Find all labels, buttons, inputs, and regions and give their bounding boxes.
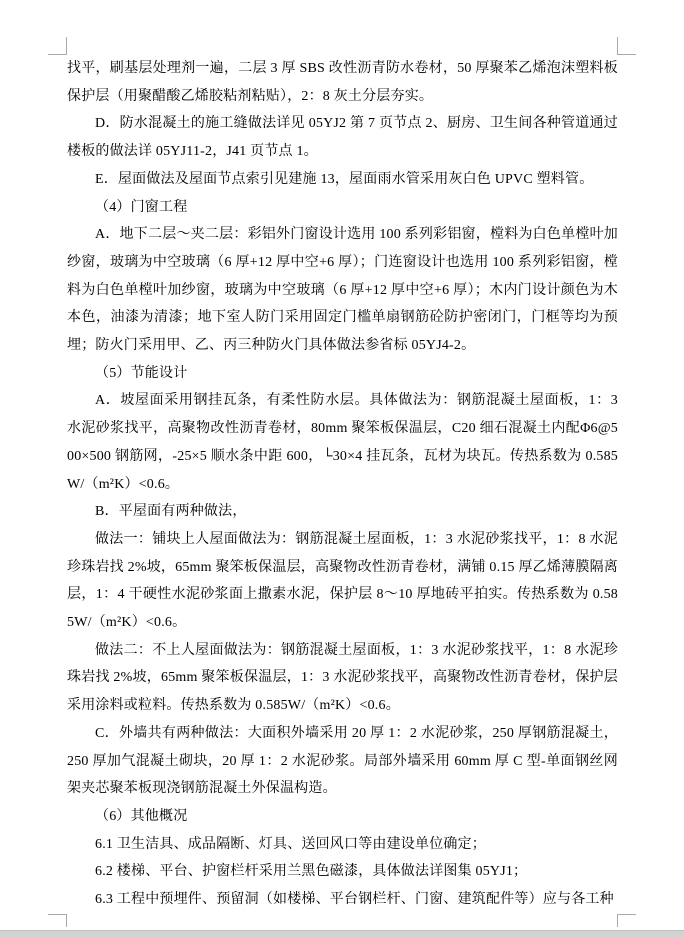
paragraph-item-c-exterior-wall: C．外墙共有两种做法：大面积外墙采用 20 厚 1：2 水泥砂浆，250 厚钢筋混凝土，250 厚加气混凝土砌块，20 厚 1：2 水泥砂浆。局部外墙采用 60mm 厚 C 型-单面钢丝网架夹芯聚苯板现浇钢筋混凝土外保温构造。 [67, 725, 618, 797]
heading-section-5-energy-saving: （5）节能设计 [95, 365, 188, 381]
margin-crop-mark-top-right [617, 37, 636, 55]
paragraph-item-a-sloped-roof: A．坡屋面采用钢挂瓦条，有柔性防水层。具体做法为：钢筋混凝土屋面板，1：3 水泥砂浆找平，高聚物改性沥青卷材，80mm 聚笨板保温层，C20 细石混凝土内配Φ6@500×500 钢筋网，-25×5 顺水条中距 600，└30×4 挂瓦条，瓦材为块瓦。传热系数为 0.585W/（m²K）<0.6。 [67, 393, 618, 492]
margin-crop-mark-bottom-right [617, 914, 636, 927]
margin-crop-mark-bottom-left [48, 914, 67, 927]
heading-section-4-doors-windows: （4）门窗工程 [95, 199, 188, 215]
margin-crop-mark-top-left [48, 37, 67, 55]
paragraph-item-a-doors-windows: A．地下二层～夹二层：彩铝外门窗设计选用 100 系列彩铝窗，樘料为白色单樘叶加纱窗，玻璃为中空玻璃（6 厚+12 厚中空+6 厚）；门连窗设计也选用 100 系列彩铝窗，樘料为白色单樘叶加纱窗，玻璃为中空玻璃（6 厚+12 厚中空+6 厚）；木内门设计颜色为木本色，油漆为清漆；地下室人防门采用固定门槛单扇钢筋砼防护密闭门，门框等均为预埋；防火门采用甲、乙、丙三种防火门具体做法参省标 05YJ4-2。 [67, 227, 618, 354]
paragraph-item-b-flat-roof: B．平屋面有两种做法， [95, 504, 247, 520]
heading-section-6-other-overview: （6）其他概况 [95, 808, 188, 824]
paragraph-method-two: 做法二：不上人屋面做法为：钢筋混凝土屋面板，1：3 水泥砂浆找平，1：8 水泥珍珠岩找 2%坡，65mm 聚笨板保温层，1：3 水泥砂浆找平，高聚物改性沥青卷材，保护层采用涂料或粒料。传热系数为 0.585W/（m²K）<0.6。 [67, 642, 618, 714]
paragraph-6-3-embedded-parts: 6.3 工程中预埋件、预留洞（如楼梯、平台钢栏杆、门窗、建筑配件等）应与各工种 [95, 892, 614, 908]
paragraph-6-1-sanitary-fixtures: 6.1 卫生洁具、成品隔断、灯具、送回风口等由建设单位确定； [95, 836, 486, 852]
paragraph-method-one: 做法一：铺块上人屋面做法为：钢筋混凝土屋面板，1：3 水泥砂浆找平，1：8 水泥珍珠岩找 2%坡，65mm 聚笨板保温层，高聚物改性沥青卷材，满铺 0.15 厚乙烯薄膜隔离层，1：4 干硬性水泥砂浆面上撒素水泥，保护层 8～10 厚地砖平拍实。传热系数为 0.585W/（m²K）<0.6。 [67, 531, 618, 631]
document-body [67, 55, 618, 914]
paragraph-6-2-stair-railings: 6.2 楼梯、平台、护窗栏杆采用兰黑色磁漆，具体做法详图集 05YJ1； [95, 864, 528, 880]
page-bottom-edge [0, 930, 684, 937]
paragraph-waterproof-continuation: 找平，刷基层处理剂一遍，二层 3 厚 SBS 改性沥青防水卷材，50 厚聚苯乙烯泡沫塑料板保护层（用聚醋酸乙烯胶粘剂粘贴），2：8 灰土分层夯实。 [67, 61, 618, 104]
paragraph-item-d-waterproof-concrete: D．防水混凝土的施工缝做法详见 05YJ2 第 7 页节点 2、厨房、卫生间各种管道通过楼板的做法详 05YJ11-2，J41 页节点 1。 [67, 116, 618, 160]
paragraph-item-e-roof-practice: E．屋面做法及屋面节点索引见建施 13，屋面雨水管采用灰白色 UPVC 塑料管。 [95, 171, 594, 187]
